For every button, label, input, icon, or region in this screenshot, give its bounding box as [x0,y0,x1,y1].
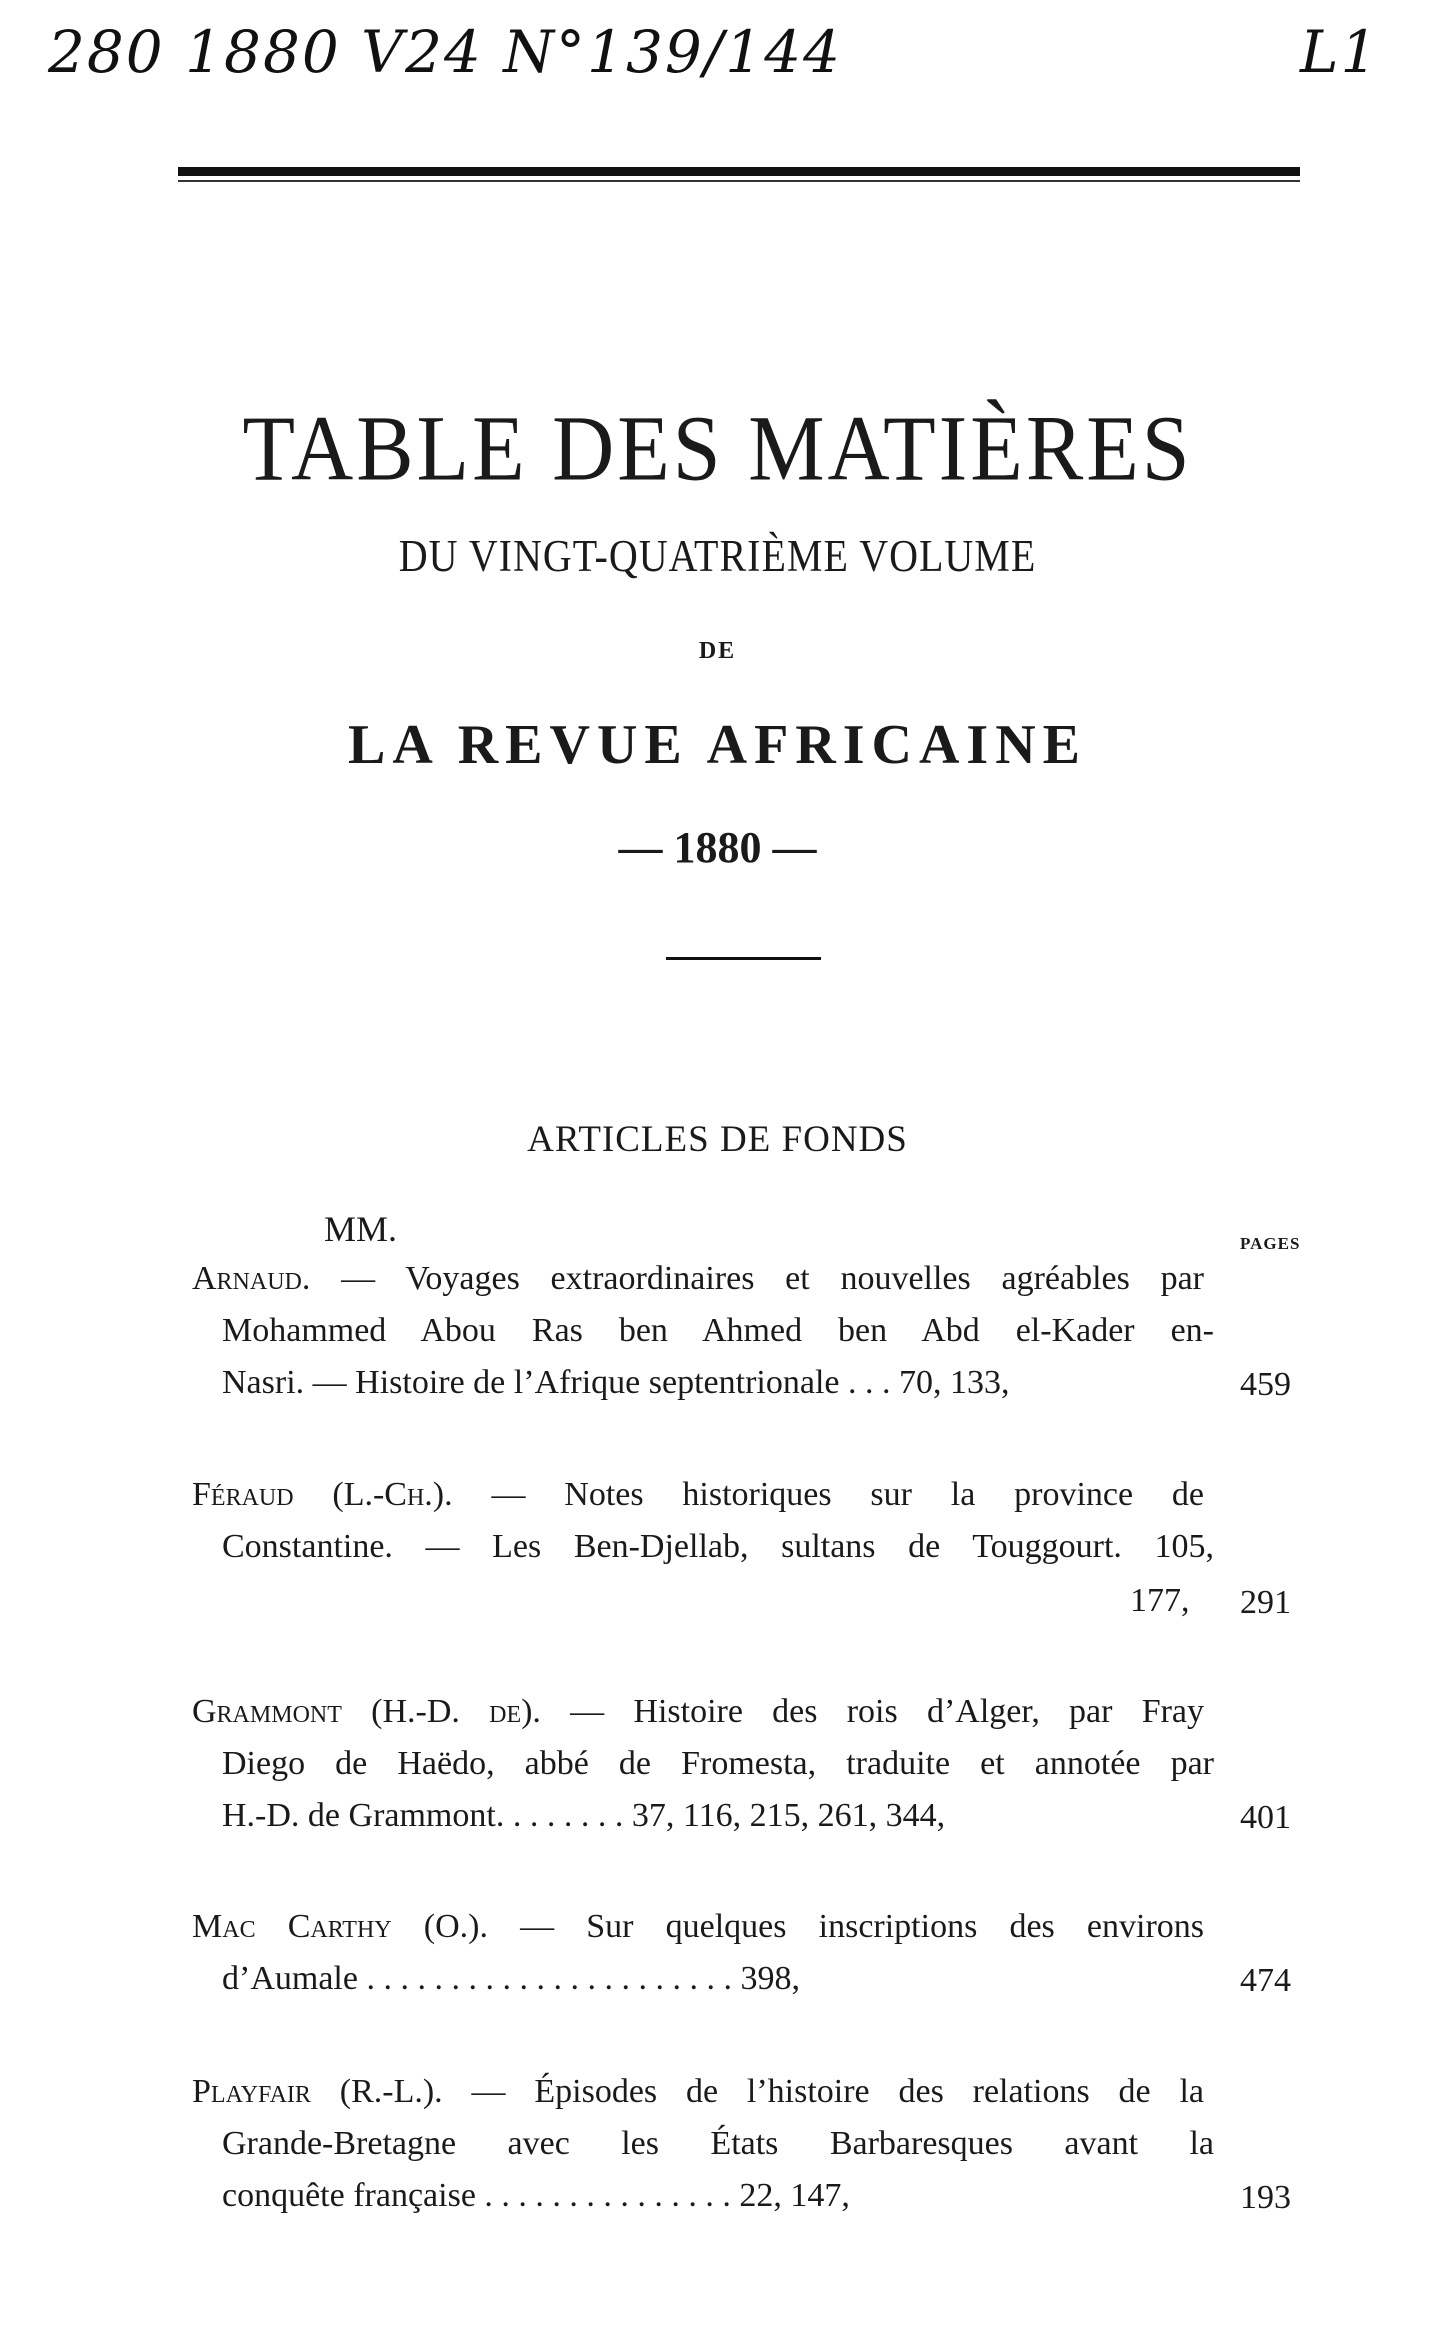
top-rule-thin [178,180,1300,182]
entry-line [192,1908,1204,1946]
entry-line: Mohammed Abou Ras ben Ahmed ben Abd el-Kader en- [222,1312,1214,1349]
entry-line: Grande-Bretagne avec les États Barbaresques avant la [222,2125,1214,2162]
top-rule [178,167,1300,176]
entry-last-page: 459 [1240,1366,1291,1403]
entry-line: d’Aumale . . . . . . . . . . . . . . . . . . . . . . 398, [222,1960,800,1997]
entry-line [192,1693,1204,1731]
entry-last-page: 401 [1240,1799,1291,1836]
entry-line: Diego de Haëdo, abbé de Fromesta, traduite et annotée par [222,1745,1214,1782]
divider-rule [666,957,821,960]
entry-last-page: 291 [1240,1584,1291,1621]
entry-line: conquête française . . . . . . . . . . . . . . . 22, 147, [222,2177,850,2214]
entry-author: Grammont (H.-D. de). [192,1693,541,1730]
handwritten-shelf-mark: L1 [1300,18,1380,86]
page-subtitle: DU VINGT-QUATRIÈME VOLUME [398,529,1037,582]
entry-line: 177, [1130,1582,1190,1619]
authors-prefix: MM. [324,1209,398,1249]
pages-column-header: PAGES [1240,1234,1301,1253]
section-heading: ARTICLES DE FONDS [527,1119,908,1160]
page-title: TABLE DES MATIÈRES [242,396,1193,500]
entry-line [192,1476,1204,1514]
entry-text: — Voyages extraordinaires et nouvelles agréables par [341,1260,1204,1297]
volume-year: — 1880 — [618,823,817,872]
entry-author: Arnaud. [192,1260,311,1297]
entry-author: Playfair (R.-L.). [192,2073,443,2110]
subtitle-connector: DE [698,638,737,664]
entry-line: H.-D. de Grammont. . . . . . . . 37, 116, 215, 261, 344, [222,1797,946,1834]
entry-text: — Notes historiques sur la province de [491,1476,1204,1513]
entry-line: Nasri. — Histoire de l’Afrique septentrionale . . . 70, 133, [222,1364,1010,1401]
entry-line [192,1260,1204,1298]
entry-line: Constantine. — Les Ben-Djellab, sultans de Touggourt. 105, [222,1528,1214,1565]
entry-last-page: 193 [1240,2179,1291,2216]
entry-text: — Sur quelques inscriptions des environs [520,1908,1205,1945]
entry-author: Mac Carthy (O.). [192,1908,488,1945]
handwritten-catalog-note: 280 1880 V24 N°139/144 [48,18,843,86]
entry-line [192,2073,1204,2111]
entry-author: Féraud (L.-Ch.). [192,1476,453,1513]
journal-name: LA REVUE AFRICAINE [348,714,1087,776]
entry-text: — Épisodes de l’histoire des relations de la [471,2073,1205,2110]
entry-text: — Histoire des rois d’Alger, par Fray [570,1693,1205,1730]
entry-last-page: 474 [1240,1962,1291,1999]
